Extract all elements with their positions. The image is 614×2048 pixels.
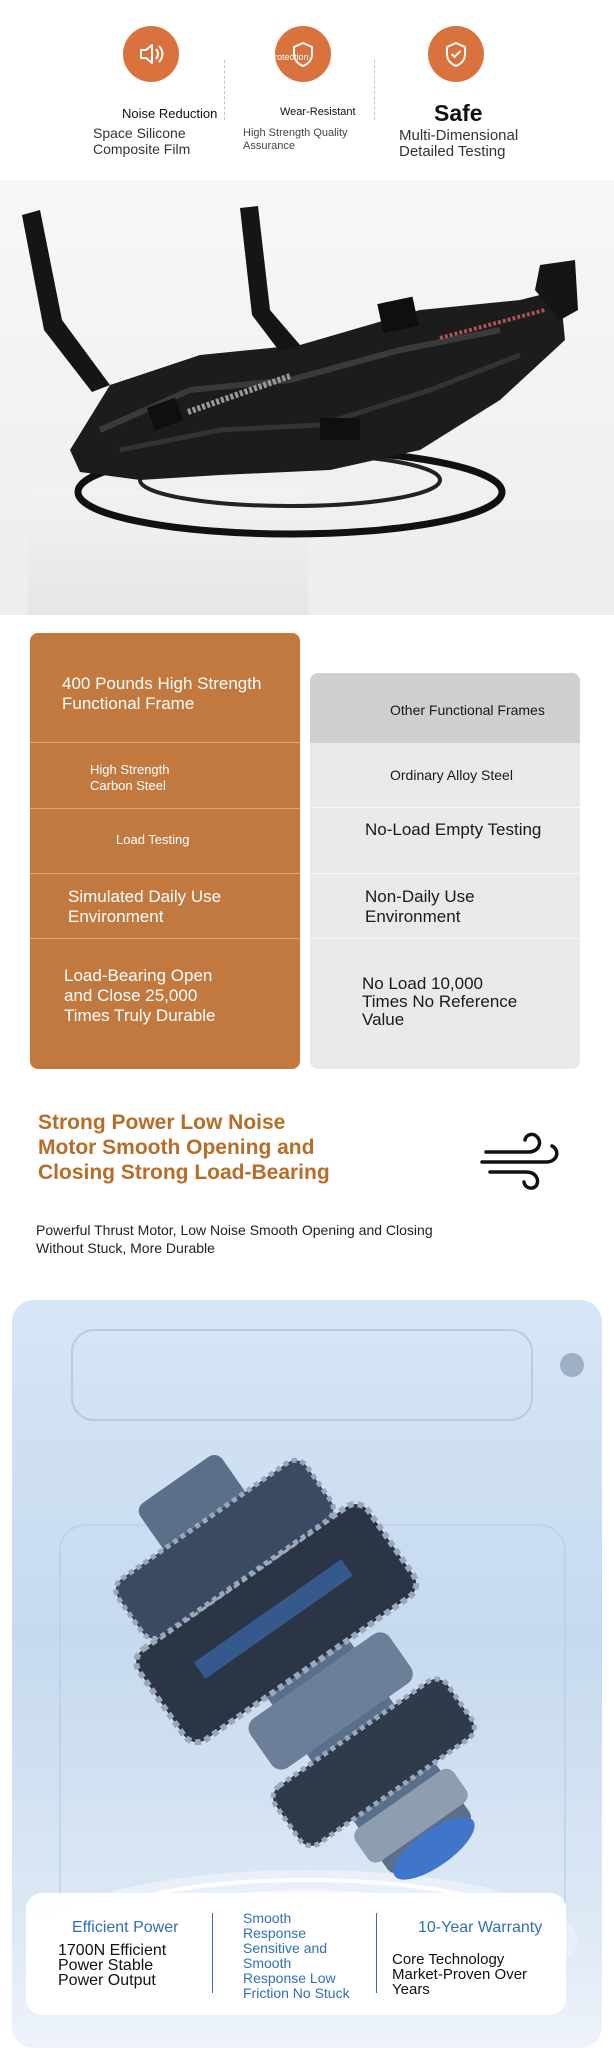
left-item-load-testing: Load Testing: [116, 832, 190, 847]
feature-title-noise: Noise Reduction: [122, 106, 218, 121]
right-item-noreference: No Load 10,000 Times No Reference Value: [362, 974, 518, 1029]
spec-efficient-power-text: 1700N Efficient Power Stable Power Output: [58, 1942, 167, 1989]
right-item-noload: No-Load Empty Testing: [365, 820, 542, 839]
divider: [212, 1913, 213, 1993]
feature-title-safe: Safe: [434, 100, 483, 126]
spec-smooth-response-text: Smooth Response Sensitive and Smooth Response Low Friction No Stuck: [243, 1910, 350, 2001]
feature-sub-wear: High Strength Quality Assurance: [243, 127, 348, 152]
shield-check-icon: [428, 26, 484, 82]
left-item-durable: Load-Bearing Open and Close 25,000 Times Truly Durable: [64, 966, 216, 1025]
left-item-simulated: Simulated Daily Use Environment: [68, 887, 222, 926]
feature-title-wear: Wear-Resistant: [280, 106, 356, 118]
right-item-alloy: Ordinary Alloy Steel: [390, 767, 513, 783]
right-item-nondaily: Non-Daily Use Environment: [365, 887, 475, 926]
power-heading: Strong Power Low Noise Motor Smooth Opening and Closing Strong Load-Bearing: [38, 1111, 330, 1184]
divider: [224, 60, 225, 120]
divider: [376, 1913, 377, 1993]
divider: [374, 60, 375, 120]
right-header-label: Other Functional Frames: [390, 702, 545, 718]
spec-efficient-power-label: Efficient Power: [72, 1919, 179, 1936]
spec-warranty-text: Core Technology Market-Proven Over Years: [392, 1951, 528, 1998]
speaker-icon: [123, 26, 179, 82]
feature-sub-safe: Multi-Dimensional Detailed Testing: [399, 127, 519, 160]
wind-icon: [480, 1130, 562, 1192]
spec-warranty-label: 10-Year Warranty: [418, 1919, 543, 1936]
protection-badge: Protection: [268, 52, 309, 62]
recliner-frame-illustration: [0, 180, 614, 615]
feature-sub-noise: Space Silicone Composite Film: [93, 125, 191, 157]
left-item-frame: 400 Pounds High Strength Functional Frame: [62, 674, 262, 713]
left-item-steel: High Strength Carbon Steel: [90, 762, 170, 793]
frame-product-image: [0, 180, 614, 615]
power-description: Powerful Thrust Motor, Low Noise Smooth Opening and Closing Without Stuck, More Durable: [36, 1222, 433, 1256]
